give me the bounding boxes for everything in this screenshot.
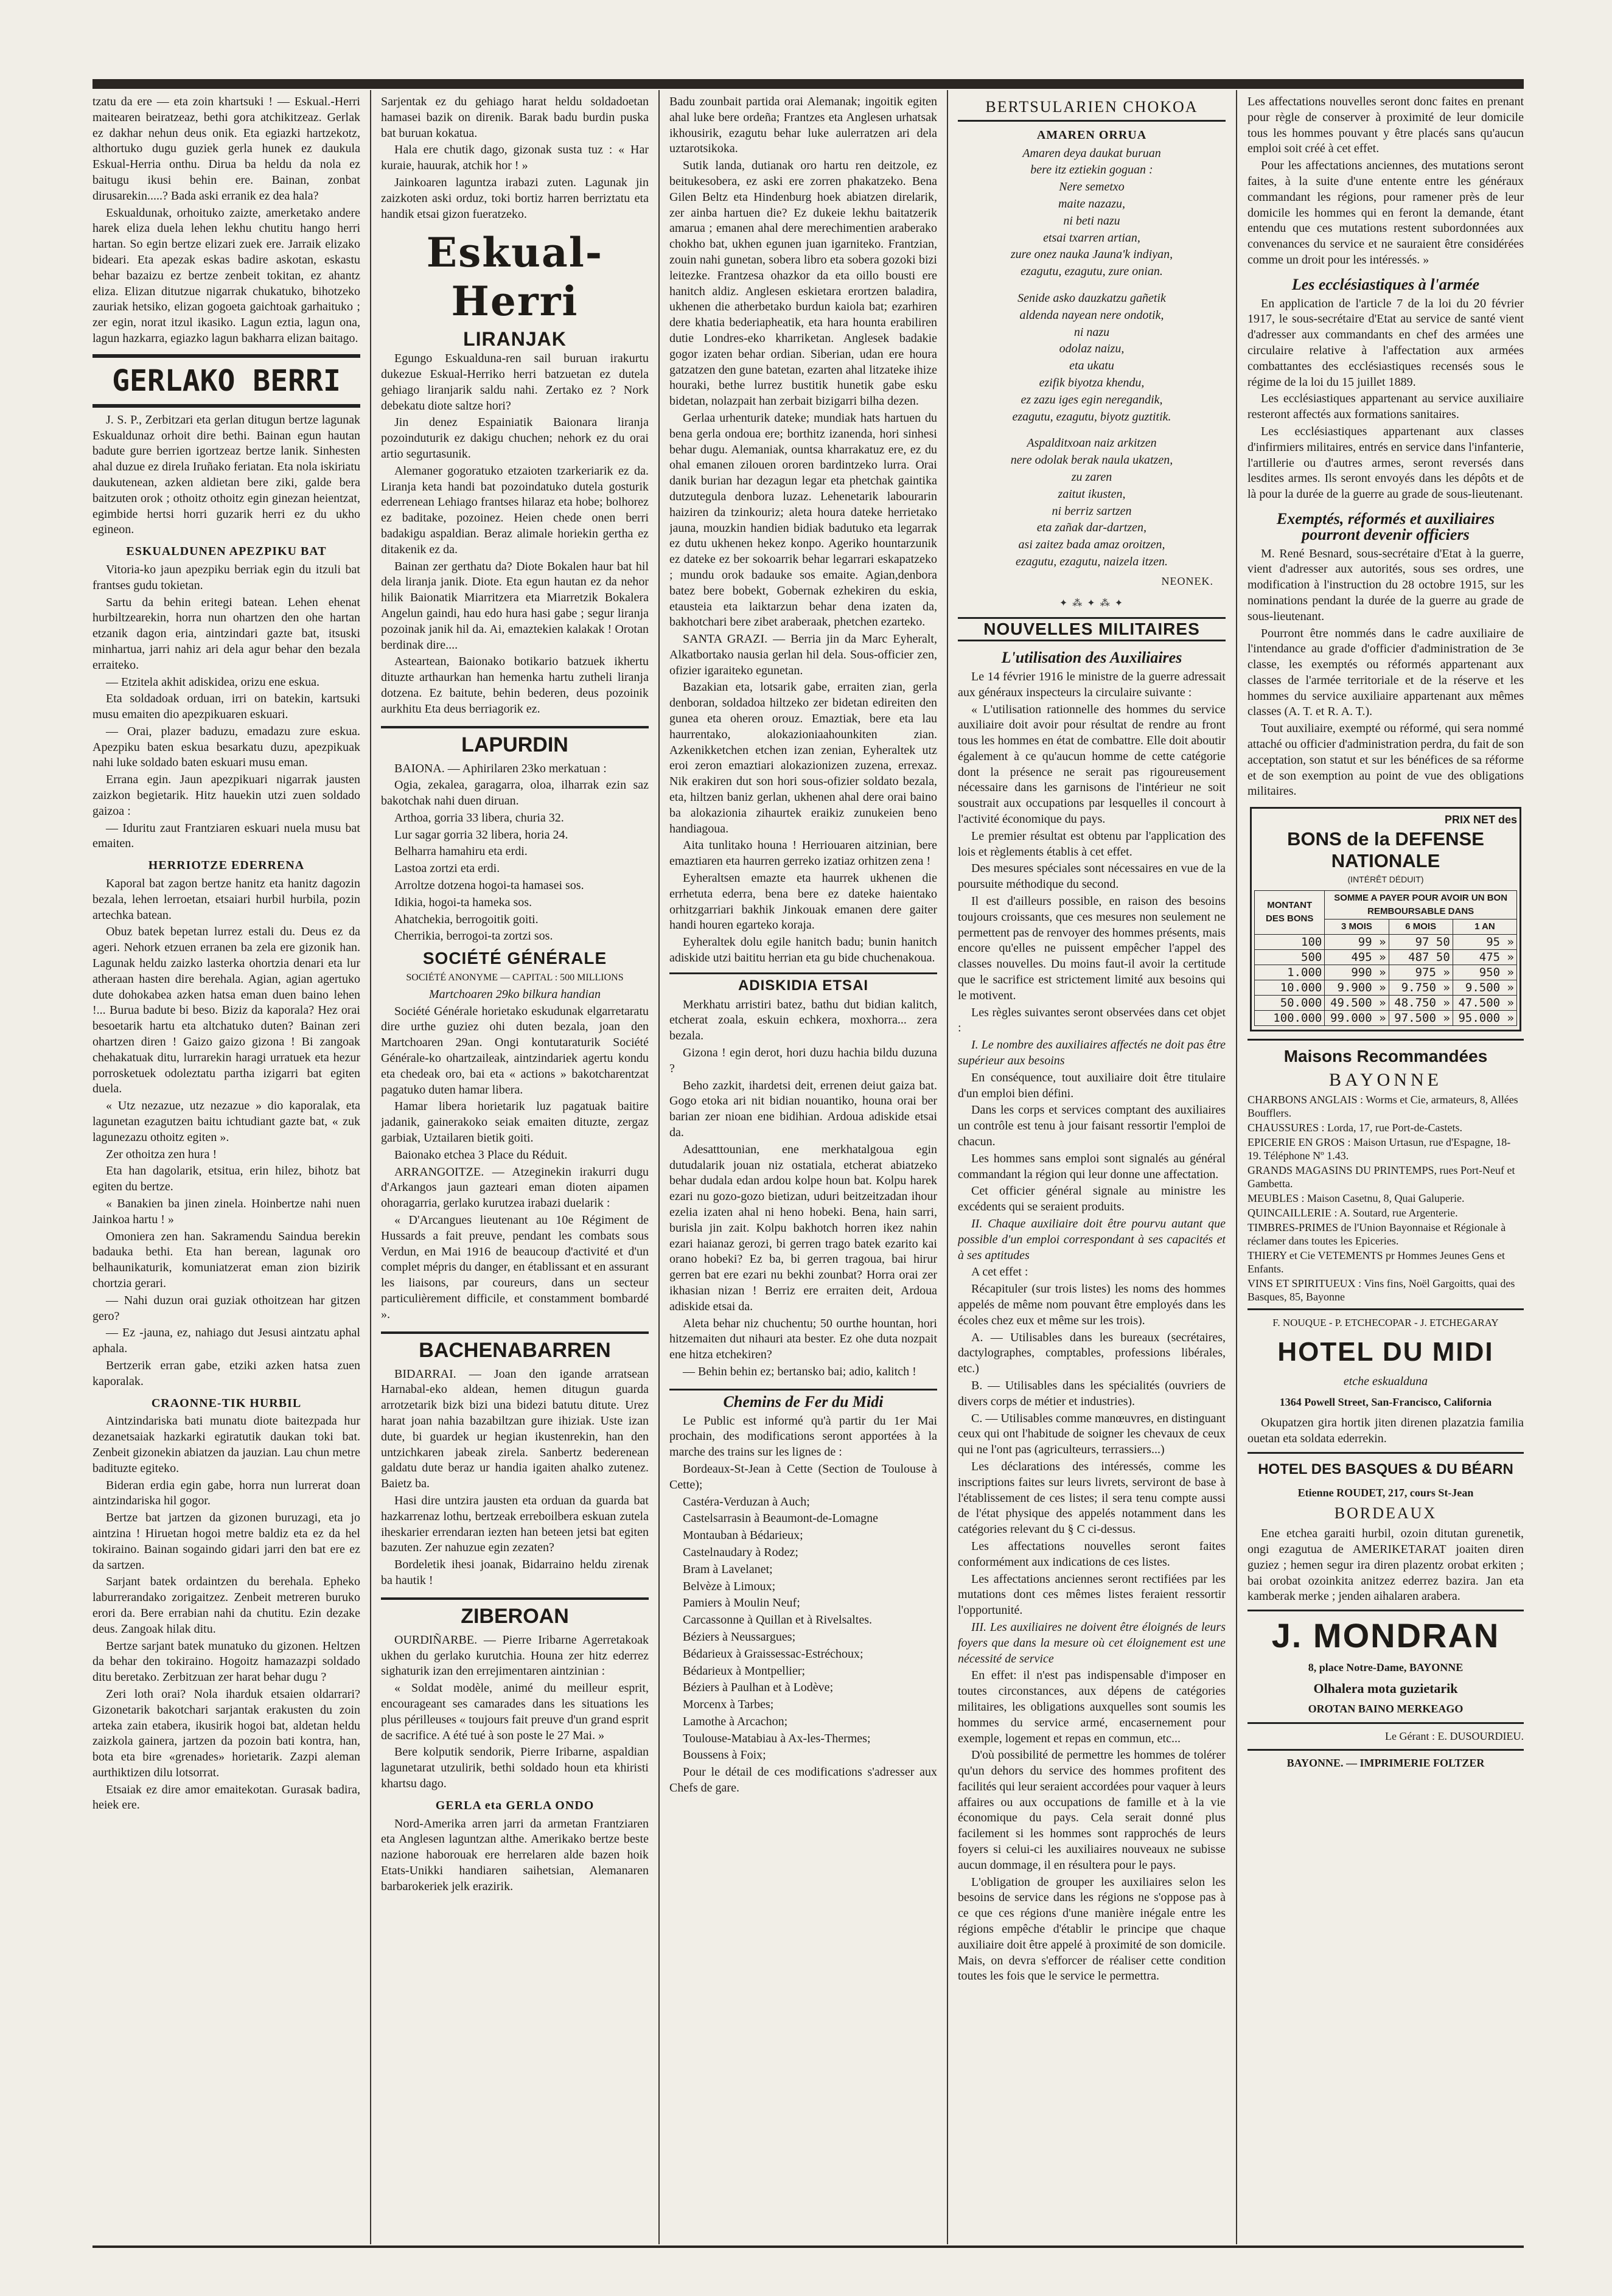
poem-line: aldenda nayean nere ondotik,	[1019, 308, 1164, 322]
paragraph: II. Chaque auxiliaire doit être pourvu autant que possible d'un emploi correspondant à ses capacités et à ses aptitudes	[958, 1217, 1226, 1262]
paragraph: Récapituler (sur trois listes) les noms des hommes appelés de même nom pouvant être employés dans les écoles chez eux et même sur les trois).	[958, 1282, 1226, 1327]
market-line: Cherrikia, berrogoi-ta zortzi sos.	[394, 929, 553, 943]
paragraph: SANTA GRAZI. — Berria jin da Marc Eyheralt, Alkatbortako nausia gerlan hil dela. Sous-officier zen, ofizier igaraiteko egunetan.	[669, 632, 937, 677]
table-row	[1255, 1010, 1517, 1025]
paragraph: — Behin behin ez; bertansko bai; adio, kalitch !	[683, 1364, 916, 1378]
subheading: Martchoaren 29ko bilkura handian	[428, 987, 601, 1001]
paragraph: tzatu da ere — eta zoin khartsuki ! — Eskual.-Herri maitearen beiratzeaz, bethi gora atchikitzeaz. Gerlak ez dakhar nehun deus onik. Eta egiazki hartzekotz, althortuko dugu guziek gerla hunek ez daukula Eskual-Herria onthu. Dirua ba heldu da nola ez baitugu ikusi behin ere. Bainan, zonbat dirusarekin.....? Bada aski erranik ez dea hala?	[92, 95, 360, 203]
railway-line: Bédarieux à Graissessac-Estréchoux;	[683, 1647, 864, 1661]
column-1	[92, 94, 360, 2239]
market-line: Ahatchekia, berrogoitik goiti.	[394, 912, 539, 926]
poem-line: ezagutu, ezagutu, zure onian.	[1021, 265, 1163, 279]
poem-line: Amaren deya daukat buruan	[1022, 146, 1161, 160]
railway-line: Castéra-Verduzan à Auch;	[683, 1495, 810, 1509]
imprimerie: BAYONNE. — IMPRIMERIE FOLTZER	[1286, 1757, 1485, 1770]
paragraph: Bainan zer gerthatu da? Diote Bokalen haur bat hil dela liranja janik. Diote. Eta egun hautan ez da nehor hilik Baionatik Miarritzera eta Miarretzik Bokalera Angelun gaindi, hau edo hura hasi gabe ; segur liranja pozoinak janik hil da. Ai, emaztekien kalakak ! Orotan berdinak dire....	[381, 559, 649, 652]
railway-line: Béziers à Neussargues;	[683, 1630, 796, 1644]
paragraph: Nord-Amerika arren jarri da armetan Frantziaren eta Anglesen laguntzan althe. Amerikako bertze beste nazione haborouak ere herrelaren alde bazen hoik Etats-Unikki handiaren saihetsian, Alemanaren barbarokeriek jelk erazirik.	[381, 1816, 649, 1893]
poem-title: AMAREN ORRUA	[1036, 128, 1147, 142]
advert-line: QUINCAILLERIE : A. Soutard, rue Argenterie.	[1247, 1206, 1458, 1219]
poem-line: Aspalditxoan naiz arkitzen	[1027, 436, 1157, 450]
paragraph: Pour le détail de ces modifications s'adresser aux Chefs de gare.	[669, 1765, 937, 1795]
table-row	[1255, 980, 1517, 995]
poem-line: nere odolak berak naula ukatzen,	[1010, 453, 1173, 467]
paragraph: Alemaner gogoratuko etzaioten tzarkeriarik ez da. Liranja keta handi bat pozoindatuko dutela gosturik ederrenean Lehiago frantses hilaraz eta hobe; bolhorez ez baditake, pozoinez. Heien chede onen berri badakigu aspaldian. Beraz alimale horiekin gertha ez ditakenik ez da.	[381, 464, 649, 556]
cell: 99.000 »	[1325, 1010, 1389, 1025]
subheading: SOCIÉTÉ ANONYME — CAPITAL : 500 MILLIONS	[406, 972, 624, 983]
paragraph: Bertze sarjant batek munatuko du gizonen. Heltzen da behar den tokiraino. Hogoitz hamazazpi soldado ditu beretako. Zerbitzuan zer harat behar dugu ?	[92, 1639, 360, 1684]
poem-signature: NEONEK.	[1161, 574, 1213, 587]
paragraph: Les affectations nouvelles seront faites conformément aux indications de ces listes.	[958, 1539, 1226, 1569]
paragraph: III. Les auxiliaires ne doivent être éloignés de leurs foyers que dans la mesure où cet éloignement est une nécessité de service	[958, 1620, 1226, 1666]
bonds-table	[1254, 890, 1517, 1026]
divider	[1247, 1749, 1524, 1751]
gerant: Le Gérant : E. DUSOURDIEU.	[1385, 1729, 1524, 1742]
paragraph: Bertze bat jartzen da gizonen buruzagi, eta jo aintzina ! Hiruetan hogoi metre baldiz eta ez da hel tokiraino. Bainan sogaindo gidari jarri den bat ere ez da sartzen.	[92, 1511, 360, 1572]
hotel-owners: F. NOUQUE - P. ETCHECOPAR - J. ETCHEGARAY	[1272, 1316, 1499, 1328]
cell: 99 »	[1325, 934, 1389, 949]
paragraph: — Ez -jauna, ez, nahiago dut Jesusi aintzatu aphal aphala.	[92, 1326, 360, 1356]
section-heading: Chemins de Fer du Midi	[669, 1389, 937, 1410]
railway-line: Morcenx à Tarbes;	[683, 1698, 774, 1712]
paragraph: « Utz nezazue, utz nezazue » dio kaporalak, eta lagunetan ezagutzen baitu ichtudiant gazte bat, « zuk lagunezazu othoitz egiten ».	[92, 1099, 360, 1144]
paragraph: Egungo Eskualduna-ren sail buruan irakurtu dukezue Eskual-Herriko herri batzuetan ez dutela gehiago liranjarik saldu nahi. Zertako ez ? Nork debekatu diote saltze hori?	[381, 352, 649, 413]
paragraph: Les hommes sans emploi sont signalés au général commandant la région qui leur donne une affectation.	[958, 1151, 1226, 1181]
table-row	[1255, 965, 1517, 980]
column-4	[958, 94, 1226, 2239]
column-5	[1247, 94, 1524, 2239]
poem-line: ezifik biyotza khendu,	[1039, 375, 1145, 389]
col-header-6m: 6 MOIS	[1389, 919, 1453, 934]
railway-line: Pamiers à Moulin Neuf;	[683, 1596, 800, 1610]
paragraph: B. — Utilisables dans les spécialités (ouvriers de divers corps de métier et industries).	[958, 1378, 1226, 1408]
poem-line: bere itz eztiekin goguan :	[1030, 163, 1153, 177]
section-heading: SOCIÉTÉ GÉNÉRALE	[422, 949, 607, 968]
paragraph: Hasi dire untzira jausten eta orduan da guarda bat hazkarrenaz lothu, bertzeak erreboilbera eskuan zutela iheskarier errendaran iezten han beteen jetsi bat egiten bazuten. Zer nahuzue egin zezaten?	[381, 1493, 649, 1555]
cell: 48.750 »	[1389, 995, 1453, 1010]
col-header-montant: MONTANT DES BONS	[1255, 890, 1325, 934]
divider	[1247, 1308, 1524, 1310]
cell: 97.500 »	[1389, 1010, 1453, 1025]
table-row	[1255, 995, 1517, 1010]
railway-line: Lamothe à Arcachon;	[683, 1714, 788, 1728]
column-2	[381, 94, 649, 2239]
hotel-subtitle: etche eskualduna	[1343, 1375, 1428, 1389]
paragraph: — Orai, plazer baduzu, emadazu zure eskua. Apezpiku baten eskua besarkatu duzu, apezpikuak nahi luke soldado baten eskuari musu eman.	[92, 724, 360, 770]
paragraph: Pourront être nommés dans le cadre auxiliaire de l'intendance au grade d'officier d'administration de 3e classe, les exemptés ou réformés appartenant aux classes de l'armée territoriale et de la réserve et les hommes du service auxiliaire appartenant aux mêmes classes (A. T. et R. A. T.).	[1247, 626, 1524, 719]
cell: 97 50	[1389, 934, 1453, 949]
hotel-basques-address: Etienne ROUDET, 217, cours St-Jean	[1297, 1486, 1474, 1499]
poem-line: ni berriz sartzen	[1052, 504, 1132, 518]
paragraph: « D'Arcangues lieutenant au 10e Régiment de Hussards a fait preuve, pendant les combats sous Verdun, en Mai 1916 de beaucoup d'activité et d'un complet mépris du danger, en établissant et en assurant les liaisons, par coureurs, dans un secteur particulièrement difficile, et constamment bombardé ».	[381, 1213, 649, 1321]
poem-line: ni nazu	[1073, 325, 1110, 339]
railway-line: Castelsarrasin à Beaumont-de-Lomagne	[683, 1512, 878, 1526]
hotel-basques-name: HOTEL DES BASQUES & DU BÉARN	[1258, 1460, 1513, 1478]
divider	[1247, 1722, 1524, 1724]
cell: 100.000	[1255, 1010, 1325, 1025]
column-rule	[658, 90, 660, 2244]
paragraph: L'obligation de grouper les auxiliaires selon les besoins de service dans les régions ne s'oppose pas à ce que ces régions d'une manière inégale entre les régions empêche d'établir le principe que chaque auxiliaire doit être appelé à proximité de son domicile. Mais, on devra s'efforcer de réaliser cette condition toutes les fois que le service le permettra.	[958, 1875, 1226, 1983]
paragraph: A cet effet :	[971, 1265, 1028, 1279]
section-heading: LAPURDIN	[381, 726, 649, 758]
divider	[958, 120, 1226, 122]
article-heading: CRAONNE-TIK HURBIL	[151, 1396, 302, 1410]
paragraph: Les affectations anciennes seront rectifiées par les mutations dont ces mêmes listes feraient ressortir l'opportunité.	[958, 1572, 1226, 1617]
column-rule	[370, 90, 371, 2244]
paragraph: Eta han dagolarik, etsitua, erin hilez, bihotz bat egiten du bertze.	[92, 1164, 360, 1194]
section-heading: ZIBEROAN	[381, 1597, 649, 1629]
cell: 95.000 »	[1453, 1010, 1516, 1025]
paragraph: Obuz batek bepetan lurrez estali du. Deus ez da ageri. Nehork etzuen erranen ba zela ere gizonik han. Lagunak heldu zaizko lasterka ohortzia denari eta lur atheraan hasten dire berehala. Agian, agian agertuko dute dohokabea azken hatsa eman duen baino lehen !... Burua badute bi beso. Biziz da kaporala? Hez orai besoetarik hartu eta altchatuko duten? Bainan zeri ohartzen diren ! Gaizo gaizo gizona ! Bi zangoak chehakatuak ditu, lurrarekin haragi urratuek eta hezur porrosketuek odoleztatu partha izigarri bat egiten duela.	[92, 925, 360, 1096]
paragraph: Des mesures spéciales sont nécessaires en vue de la poursuite méthodique du second.	[958, 862, 1226, 892]
paragraph: Baionako etchea 3 Place du Réduit.	[394, 1148, 568, 1162]
paragraph: Badu zounbait partida orai Alemanak; ingoitik egiten ahal luke bere ordeña; Frantzes eta Anglesen urhatsak ikhousirik, ezagutu behar luke aulerratzen ari dela uztarotsikoka.	[669, 95, 937, 156]
poem-line: ni beti nazu	[1063, 214, 1120, 228]
paragraph: Ene etchea garaiti hurbil, ozoin ditutan gurenetik, ongi ezagutua de AMERIKETARAT joaiten diren guziez ; hemen segur ira diren plazentz orobat erkiten ; bai orobat ozoinkita anitzez ederrez bazira. Jan eta kamberak merke ; jenden aihalaren arabera.	[1247, 1527, 1524, 1603]
table-row	[1255, 934, 1517, 949]
advert-line: CHAUSSURES : Lorda, 17, rue Port-de-Castets.	[1247, 1121, 1462, 1134]
poem-line: odolaz naizu,	[1059, 342, 1125, 356]
paragraph: Dans les corps et services comptant des auxiliaires un contrôle est tenu à jour faisant ressortir l'emploi de chacun.	[958, 1103, 1226, 1149]
paragraph: Adesatttounian, ene merkhatalgoua egin dutudalarik jouan niz ostatiala, etcherat abiatzeko behar dudala edan ardou kolpe houn bat. Kolpu harek ezari nu gozo-gozo bietizan, uduri beitzeitzadan ihour ezelia izaten ahal ni heno hobeki. Bena, hain sarri, burisla jin zait. Kolpu bakhotch horren ikez nahin ezari haianaz gerozi, bi gerren trago batek ezarito kai orano hobeki? Ez ba, bi gerren tragoua, bai hirur gerren bat ere ezari nu bekhi zounbat? Horra orai zer ikhasian nizan ! Berriz ere erraiten deit, Ardoua adiskide etsai da.	[669, 1142, 937, 1313]
article-heading: Les ecclésiastiques à l'armée	[1291, 275, 1480, 293]
paragraph: Les ecclésiastiques appartenant aux classes d'infirmiers militaires, entrés en service dans l'infanterie, l'artillerie ou d'autres armes, seront reversés dans lesdites armes. Ils seront envoyés dans les dépôts et de là pour la durée de la guerre au grade de sous-lieutenant.	[1247, 424, 1524, 501]
advert-line: EPICERIE EN GROS : Maison Urtasun, rue d'Espagne, 18-19. Téléphone Nº 1.43.	[1247, 1136, 1511, 1162]
cell: 990 »	[1325, 965, 1389, 980]
column-rule	[1236, 90, 1237, 2244]
article-heading: Exemptés, réformés et auxiliaires pourront devenir officiers	[1276, 509, 1495, 543]
market-line: Belharra hamahiru eta erdi.	[394, 845, 528, 859]
paragraph: J. S. P., Zerbitzari eta gerlan ditugun bertze lagunak Eskualdunaz orhoit dire bethi. Bainan egun hautan badute gure berrien igortzeaz bertze lanik. Sinhesten ahal duzue ez direla Iruñako feriatan. Eta nola iskiriatu daukutenean, azken aldietan bere ziki, galde bera baitzuten orok ; othoitz othoitz egin ginezan heientzat, egimbide hertsi horri guzarik herri ez du ukho egineon.	[92, 413, 360, 537]
mondran-line: Olhalera mota guzietarik	[1313, 1681, 1458, 1697]
cell: 487 50	[1389, 949, 1453, 965]
cell: 9.900 »	[1325, 980, 1389, 995]
railway-line: Castelnaudary à Rodez;	[683, 1545, 798, 1559]
cell: 95 »	[1453, 934, 1516, 949]
bonds-advert	[1250, 807, 1521, 1031]
advert-line: CHARBONS ANGLAIS : Worms et Cie, armateurs, 8, Allées Boufflers.	[1247, 1093, 1518, 1119]
divider	[1247, 1452, 1524, 1454]
poem-line: zure onez nauka Jauna'k indiyan,	[1010, 248, 1173, 262]
paragraph: « Banakien ba jinen zinela. Hoinbertze nahi nuen Jainkoa hartu ! »	[92, 1197, 360, 1226]
cell: 49.500 »	[1325, 995, 1389, 1010]
paragraph: « Soldat modèle, animé du meilleur esprit, encourageant ses camarades dans les situations les plus périlleuses « toujours fait preuve d'un grand esprit de sacrifice. A été tué à son poste le 27 Mai. »	[381, 1681, 649, 1742]
railway-line: Carcassonne à Quillan et à Rivelsaltes.	[683, 1613, 873, 1627]
paragraph: D'où possibilité de permettre les hommes de tolérer qu'un dehors du service des hommes profitent des facilités qui leur seraient accordées pour vaquer à leurs affaires ou aux occupations de famille et à la vie économique du pays. Cela serait donné plus facilement si les hommes sont rapprochés de leurs foyers si celui-ci les auxiliaires nouveaux ne subisse aucun dommage, il en résultera pour le pays.	[958, 1748, 1226, 1872]
section-heading: BACHENABARREN	[381, 1331, 649, 1363]
paragraph: Eskualdunak, orhoituko zaizte, amerketako andere harek eliza duela lehen lekhu chutitu hango herri hartan. So egin bertze elizari zuek ere. Jarraik elizako bideari. Eta apezak eskas badire askotan, eskastu behar bazaizu ez bertze zenbeit tokitan, ez ahantz eliza. Elizan ditutzue nigarrak chukatuko, bihotzeko zauriak hetsiko, elizan gogoeta gaichtoak garhaituko ; zer egin, norat itzul ikasiko. Lagun eztia, lagun ona, lagun hazkarra, egiazko lagun bakharra elizan baitago.	[92, 206, 360, 345]
paragraph: Jin denez Espainiatik Baionara liranja pozoinduturik ez dakigu chuchen; nehork ez du orai artio segurtasunik.	[381, 416, 649, 461]
bonds-subtitle: (INTÉRÊT DÉDUIT)	[1347, 874, 1424, 885]
paragraph: Sarjant batek ordaintzen du berehala. Epheko laburrerandako zorigaitzez. Zenbeit metreren buruko erori da. Bere errabian nahi da chutitu. Ezin dezake deus. Zangoak hilak ditu.	[92, 1575, 360, 1636]
paragraph: Les déclarations des intéressés, comme les inscriptions faites sur leurs livrets, serviront de base à l'établissement de ces listes; il sera tenu compte aussi de l'état physique des appelés notamment dans les catégories relevant du § C ci-dessus.	[958, 1459, 1226, 1537]
paragraph: Vitoria-ko jaun apezpiku berriak egin du itzuli bat frantses gudu tokietan.	[92, 562, 360, 592]
paragraph: Aita tunlitako houna ! Herriouaren aitzinian, bere emaztiaren eta haurren gerreko izatiaz orhitzen zena !	[669, 839, 937, 868]
railway-line: Bram à Lavelanet;	[683, 1562, 773, 1576]
cell: 1.000	[1255, 965, 1325, 980]
column-rule	[947, 90, 948, 2244]
paragraph: M. René Besnard, sous-secrétaire d'Etat à la guerre, vient d'adresser aux autorités, sous ses ordres, une modification à l'instruction du 28 octobre 1915, sur les nominations pendant la durée de la guerre au grade de sous-lieutenant.	[1247, 546, 1524, 623]
paragraph: Zer othoitza zen hura !	[106, 1147, 217, 1161]
railway-line: Béziers à Paulhan et à Lodève;	[683, 1681, 834, 1695]
paragraph: Sarjentak ez du gehiago harat heldu soldadoetan hamasei bazik on direnik. Barak badu burdin puska bat buruan kokatua.	[381, 95, 649, 140]
paragraph: Gerlaa urhenturik dateke; mundiak hats hartuen du bena gerla ondoua ere; borthitz izanenda, hori sinhesi behar dugu. Alemaniak, ountsa kharrakatuz ere, ez du ohal emanen zilouen ororen bardintzeko lurra. Orai danik burian har dezagun legar eta phetchak gaintika dutzutegula denbora luzaz. Lehenetarik labourarin haiziren da tzinkouriz; aleta houra dateke herrietako jauna, mouzkin handien bidiak badutuko eta legarrak ez dutu ukhenen hekez konpo. Ageriko hountarzunik ez dateke ez ber sokoarrik behar legarrari eskapatzeko ; mundu orok badauke sos emaite. Agian,denbora batez bere bobekt, Gobernak ezhekiren du eskia, etausteia eta laiktarzun behar dena izaten da, bakhotchari bere zibet araberaak, phetchen ezarteko.	[669, 411, 937, 629]
paragraph: Cet officier général signale au ministre les excédents qui se seraient produits.	[958, 1184, 1226, 1214]
poem-line: ezagutu, ezagutu, biyotz guztitik.	[1012, 410, 1171, 424]
paragraph: BIDARRAI. — Joan den igande arratsean Harnabal-eko aldean, hemen ditugun guarda arrotzetarik bizk bizi una bidezi batutu ditute. Urez harat joan nahia bazabiltzan gure ihiziak. Uste izan dute, bi guardek ur hegian ikustenrekin, han den untzichkaren jabeak zirela. Sanbertz bederenean galdatu dute beraz ur handia igaiten ahalko zutenez. Baietz ba.	[381, 1367, 649, 1491]
cell: 495 »	[1325, 949, 1389, 965]
market-line: Lur sagar gorria 32 libera, horia 24.	[394, 828, 568, 842]
paragraph: Etsaiak ez dire amor emaitekotan. Gurasak badira, heiek ere.	[92, 1782, 360, 1812]
mondran-line: OROTAN BAINO MERKEAGO	[1308, 1702, 1464, 1715]
paragraph: A. — Utilisables dans les bureaux (secrétaires, dactylographes, comptables, professions libérales, etc.)	[958, 1330, 1226, 1376]
bonds-prix: PRIX NET des	[1444, 814, 1517, 826]
paragraph: En effet: il n'est pas indispensable d'imposer en toutes circonstances, aux dépens de catégories militaires, les obligations auxquelles sont soumis les hommes du service armé, encasernement pour exemple, logement et repas en commun, etc...	[958, 1669, 1226, 1745]
divider	[1247, 1610, 1524, 1611]
poem-line: maite nazazu,	[1058, 197, 1125, 211]
divider	[1247, 1039, 1524, 1041]
market-line: Idikia, hogoi-ta hameka sos.	[394, 895, 532, 909]
section-heading: GERLAKO BERRI	[92, 354, 360, 408]
hotel-name: HOTEL DU MIDI	[1277, 1337, 1494, 1367]
cell: 100	[1255, 934, 1325, 949]
advert-line: GRANDS MAGASINS DU PRINTEMPS, rues Port-Neuf et Gambetta.	[1247, 1164, 1515, 1190]
paragraph: — Etzitela akhit adiskidea, orizu ene eskua.	[106, 675, 319, 689]
paragraph: Bazakian eta, lotsarik gabe, erraiten zian, gerla denboran, soldadoa hiltzeko zer bidetan edireiten den gunea eta oheren orouz. Emaztiak, bere eta lau haurrentako, alokazioniaahounkiten zian. Azkenikketchen etchen izan zenian, Eyheraltek utz eroi zeron emaztiari alokazionizen zuzena, errexaz. Nik erakiren dut son hori sous-ofizier soldato bezala, eta, hiltzen baniz gerlan, ukhenen ahal dere orai baino ba alokazionia zihaurtek eraikiz zunukeien beno handiagoua.	[669, 680, 937, 836]
paragraph: Tout auxiliaire, exempté ou réformé, qui sera nommé attaché ou officier d'administration perdra, du fait de son acceptation, son statut et sur les bénéfices de sa réforme et de son exemption au point de vue des obligations militaires.	[1247, 722, 1524, 798]
section-heading: NOUVELLES MILITAIRES	[958, 617, 1226, 641]
section-heading: ADISKIDIA ETSAI	[669, 972, 937, 994]
col-header-somme: SOMME A PAYER POUR AVOIR UN BON REMBOURSABLE DANS	[1325, 890, 1517, 919]
paragraph: Hamar libera horietarik luz pagatuak baitire jadanik, gainerakoko seiak emaiten dituzte, zergaz garbiak, Uztailaren bietik goiti.	[381, 1100, 649, 1145]
paragraph: Pour les affectations anciennes, des mutations seront faites, à la suite d'une entente entre les généraux commandant les régions, pour ramener près de leur domicile les hommes qui en feront la demande, étant entendu que ces mutations restent subordonnées aux convenances du service et ne sauraient être considérées comme un droit pour les intéressés. »	[1247, 159, 1524, 267]
top-rule	[92, 79, 1524, 89]
paragraph: Hala ere chutik dago, gizonak susta tuz : « Har kuraie, hauurak, atchik hor ! »	[381, 143, 649, 173]
paragraph: Il est d'ailleurs possible, en raison des besoins toujours croissants, que ces mesures non seulement ne permettent pas de renvoyer des hommes présents, mais encore qu'elles ne puissent empêcher l'appel des classes nouvelles. Du moins faut-il avoir la certitude que le sacrifice est strictement limité aux besoins qui le motivent.	[958, 895, 1226, 1002]
masthead-title: Eskual-Herri	[426, 229, 604, 326]
poem-line: zaitut ikusten,	[1058, 487, 1126, 501]
paragraph: Bere kolputik sendorik, Pierre Iribarne, aspaldian lagunetarat utzulirik, bethi soldado houn eta khiristi khartsu dago.	[381, 1745, 649, 1790]
paragraph: Okupatzen gira hortik jiten direnen plazatzia familia ouetan eta soldata ederrekin.	[1247, 1416, 1524, 1445]
market-line: Lastoa zortzi eta erdi.	[394, 862, 500, 876]
poem-line: Senide asko dauzkatzu gañetik	[1017, 291, 1166, 305]
railway-line: Bédarieux à Montpellier;	[683, 1664, 806, 1678]
market-line: Ogia, zekalea, garagarra, oloa, ilharrak ezin saz bakotchak nahi duen diruan.	[381, 778, 649, 808]
poem-stanza-1	[958, 146, 1226, 280]
poem-line: ez zazu iges egin neregandik,	[1021, 393, 1163, 407]
article-heading: ESKUALDUNEN APEZPIKU BAT	[126, 545, 327, 559]
railway-line: Bordeaux-St-Jean à Cette (Section de Toulouse à Cette);	[669, 1462, 937, 1492]
railway-line: Toulouse-Matabiau à Ax-les-Thermes;	[683, 1731, 871, 1745]
cell: 475 »	[1453, 949, 1516, 965]
poem-line: zu zaren	[1071, 470, 1112, 484]
paragraph: Les règles suivantes seront observées dans cet objet :	[958, 1005, 1226, 1035]
paragraph: ARRANGOITZE. — Atzeginekin irakurri dugu d'Arkangos jaun gazteari eman dioten aipamen ohoragarria, gerlako kurutzea irabazi duelarik :	[381, 1165, 649, 1210]
poem-line: Nere semetxo	[1059, 180, 1125, 194]
paragraph: I. Le nombre des auxiliaires affectés ne doit pas être supérieur aux besoins	[958, 1038, 1226, 1068]
railway-line: Belvèze à Limoux;	[683, 1579, 776, 1593]
paragraph: Aintzindariska bati munatu diote baitezpada hur dezanetsaiak hazkarki egiratutik daukan toki bat. Zenbeit gizonekin abiatzen da jauzian. Lau chun metre badituzte egiteko.	[92, 1414, 360, 1475]
paragraph: OURDIÑARBE. — Pierre Iribarne Agerretakoak ukhen du gerlako kurutchia. Houna zer hitz ederrez sighaturik izan den errejimentaren aintzinian :	[381, 1633, 649, 1678]
paragraph: Les ecclésiastiques appartenant au service auxiliaire resteront affectés aux formations sanitaires.	[1247, 392, 1524, 422]
paragraph: Eyheraltek dolu egile hanitch badu; bunin hanitch adiskide utzi baititu herrian eta gu bide chuchenakoua.	[669, 935, 937, 965]
paragraph: Le 14 février 1916 le ministre de la guerre adressait aux généraux inspecteurs la circulaire suivante :	[958, 669, 1226, 699]
poem-line: eta zañak dar-dartzen,	[1036, 521, 1147, 535]
poem-line: asi zaitez bada amaz oroitzen,	[1018, 538, 1165, 552]
paragraph: Jainkoaren laguntza irabazi zuten. Lagunak jin zaizkoten aski orduz, toki bortiz harren berriztatu eta handik etsai gizon fueratzeko.	[381, 175, 649, 221]
bottom-rule	[92, 2245, 1524, 2248]
maisons-heading: Maisons Recommandées	[1283, 1046, 1488, 1066]
poem-line: eta ukatu	[1069, 359, 1114, 373]
col-header-1a: 1 AN	[1453, 919, 1516, 934]
paragraph: Omoniera zen han. Sakramendu Saindua berekin badauka bethi. Eta han berean, lagunak oro belhaunikaturik, komuniatzerat eman zion bizirik chortzia gerari.	[92, 1229, 360, 1290]
advert-line: THIERY et Cie VETEMENTS pr Hommes Jeunes Gens et Enfants.	[1247, 1249, 1505, 1275]
paragraph: Eyheraltsen emazte eta haurrek ukhenen die errhetuta ederra, bena bere ez dateke haientako orhitzgarriari bakhik Jinkouak emanen dere gaiter handi houren egarteko koraja.	[669, 871, 937, 932]
paragraph: Le Public est informé qu'à partir du 1er Mai prochain, des modifications seront apportées à la marche des trains sur les lignes de :	[669, 1414, 937, 1459]
market-line: Arthoa, gorria 33 libera, churia 32.	[394, 811, 564, 825]
section-heading: BERTSULARIEN CHOKOA	[985, 98, 1198, 116]
paragraph: — Iduritu zaut Frantziaren eskuari nuela musu bat emaiten.	[92, 821, 360, 851]
paragraph: Sutik landa, dutianak oro hartu ren deitzole, ez beitukesobera, ez aski ere zorren phakatzeko. Bena Gilen Beltz eta Hindenburg hoek abiatzen direlarik, zer ainba hartuen die? Ez dukeie lekhu baitatzerik amarua ; emanen ahal dere merechimentien araberako chokho bat, ukhen egunen juan igarniteko. Frantzian, zouin nahi gunetan, sobera libro eta sobera gozoki bizi leitezke. Frantzesa ohazkor da eta oillo bousti ere hanitch aldiz. Anglesen eskietara erortzen baladira, ukhenen die atherbetako burdun kaiola bat; ezarhiren dere khatia bederiapheatik, eta hara hounta erabiliren dutie Londres-eko kharriketan. Anglesek badakie gogor izaten behar ordian. Siberian, udan ere houra gatzatzen den gune batetan, ezarten ahal litzateke ihize houraki, bethe lurrez bustitik hunetik gabe esku bidetan, nolazpait han zerbait bizigarri bilha dezen.	[669, 159, 937, 408]
poem-line: ezagutu, ezagutu, naizela itzen.	[1016, 554, 1168, 568]
railway-line: Boussens à Foix;	[683, 1748, 766, 1762]
mondran-address: 8, place Notre-Dame, BAYONNE	[1308, 1661, 1464, 1674]
hotel-basques-city: BORDEAUX	[1334, 1504, 1437, 1523]
paragraph: BAIONA. — Aphirilaren 23ko merkatuan :	[394, 761, 607, 775]
paragraph: C. — Utilisables comme manœuvres, en distinguant ceux qui ont l'habitude de soigner les chevaux de ceux qui ne l'ont pas (agriculteurs, terrassiers...)	[958, 1411, 1226, 1457]
advert-line: VINS ET SPIRITUEUX : Vins fins, Noël Gargoitts, quai des Basques, 85, Bayonne	[1247, 1277, 1515, 1303]
paragraph: Bideran erdia egin gabe, horra nun lurrerat doan aintzindariska hil gogor.	[92, 1478, 360, 1508]
paragraph: Bertzerik erran gabe, etziki azken hatsa zuen kaporalak.	[92, 1358, 360, 1388]
paragraph: Kaporal bat zagon bertze hanitz eta hanitz dagozin bezala, lehen lerroetan, etsaiari hurbil hurbila, pozin artechka batean.	[92, 877, 360, 922]
article-heading: HERRIOTZE EDERRENA	[148, 859, 305, 873]
cell: 950 »	[1453, 965, 1516, 980]
poem-line: etsai txarren artian,	[1043, 231, 1140, 245]
hotel-address: 1364 Powell Street, San-Francisco, California	[1279, 1396, 1492, 1409]
bayonne-heading: BAYONNE	[1329, 1069, 1442, 1090]
paragraph: Merkhatu arristiri batez, bathu dut bidian kalitch, etcherat zoala, eskuin echkera, moxhorra... zera bezala.	[669, 997, 937, 1043]
paragraph: Gizona ! egin derot, hori duzu hachia bildu duzuna ?	[669, 1046, 937, 1075]
cell: 50.000	[1255, 995, 1325, 1010]
paragraph: Beho zazkit, ihardetsi deit, errenen deiut gaiza bat. Gogo etoka ari nit bidian nouantiko, houna orai ber barian zer nioan ene bidihian. Ardoua adiskide etsai da.	[669, 1078, 937, 1139]
paragraph: Les affectations nouvelles seront donc faites en prenant pour règle de conserver à proximité de leur domicile tous les hommes pouvant y être placés sans qu'aucun emploi soit créé à cet effet.	[1247, 95, 1524, 156]
poem-stanza-2	[958, 291, 1226, 425]
article-heading: L'utilisation des Auxiliaires	[1001, 649, 1182, 667]
table-row	[1255, 949, 1517, 965]
section-heading: LIRANJAK	[463, 328, 567, 351]
paragraph: « L'utilisation rationnelle des hommes du service auxiliaire doit avoir pour résultat de rendre au front tous les hommes en état de combattre. Elle doit aboutir également à ce qu'aucun homme de cette catégorie dont la présence ne serait pas rigoureusement nécessaire dans les garnisons de l'intérieur ne soit soustrait aux occupations par lesquelles il concourt à l'activité économique du pays.	[958, 702, 1226, 826]
paragraph: — Nahi duzun orai guziak othoitzean har gitzen gero?	[92, 1293, 360, 1323]
advert-line: MEUBLES : Maison Casetnu, 8, Quai Galuperie.	[1247, 1192, 1465, 1204]
poem-stanza-3	[958, 436, 1226, 570]
cell: 975 »	[1389, 965, 1453, 980]
col-header-3m: 3 MOIS	[1325, 919, 1389, 934]
paragraph: Zeri loth orai? Nola iharduk etsaien oldarrari? Gizonetarik bakotchari sarjantak erakusten du zoin arteka zain etabera, ikusirik hogoi bat, aldetan heldu zaizkola gainera, jartzen da pozoin bati kontra, han, bota eta bire «grenades» horietarik. Zazpi aleman aurthiktizen dilu lotsorrat.	[92, 1687, 360, 1779]
paragraph: Errana egin. Jaun apezpikuari nigarrak jausten zaizkon begietarik. Hitz hauekin utzi zuen soldado gaizoa :	[92, 773, 360, 818]
paragraph: Aleta behar niz chuchentu; 50 ourthe hountan, hori hitzemaiten dut nihauri ata bester. Ez ohe duta nozpait ene hitza etchekiren?	[669, 1316, 937, 1362]
paragraph: En application de l'article 7 de la loi du 20 février 1917, le sous-secrétaire d'Etat au service de santé vient d'adresser aux commandants en chef des armées une circulaire relative à l'affectation aux armées combattantes des ecclésiastiques recensés sous le régime de la loi du 15 juillet 1889.	[1247, 296, 1524, 389]
column-3	[669, 94, 937, 2239]
paragraph: Eta soldadoak orduan, irri on batekin, kartsuki musu emaiten dio apezpikuaren eskuari.	[92, 692, 360, 722]
article-heading: GERLA eta GERLA ONDO	[435, 1798, 595, 1812]
ornament-divider: ✦ ⁂ ✦ ⁂ ✦	[1059, 598, 1125, 609]
cell: 9.750 »	[1389, 980, 1453, 995]
cell: 47.500 »	[1453, 995, 1516, 1010]
paragraph: Société Générale horietako eskudunak elgarretaratu dire urthe guziez ohi duten bezala, joan den Martchoaren 29an. Ongi kontutaraturik Société Générale-ko ohartzaileak, aintzindariek agertu kondu eta chedeak oro, bai eta « actions » bakotcharentzat pagatuko duten hamar libera.	[381, 1004, 649, 1097]
paragraph: Sartu da behin eritegi batean. Lehen ehenat hurbiltzearekin, horra nun ohartzen den ohe hartan etzanik dagon eria, aintzindari gazte bat, itsuski minhartua, jarri nahiz ari dela agur behar den bezala erraiteko.	[92, 595, 360, 672]
paragraph: Asteartean, Baionako botikario batzuek ikhertu dituzte arthaurkan han hemenka hartu zutheli liranja dotzena. Ez baitute, behin bederen, deus pozoinik aurkhitu Eta deus berriagorik ez.	[381, 655, 649, 716]
bonds-title: BONS de la DEFENSE NATIONALE	[1287, 828, 1484, 872]
cell: 10.000	[1255, 980, 1325, 995]
cell: 500	[1255, 949, 1325, 965]
advert-line: TIMBRES-PRIMES de l'Union Bayonnaise et Régionale à réclamer dans toutes les Epiceries.	[1247, 1221, 1506, 1247]
paragraph: Bordeletik ihesi joanak, Bidarraino heldu zirenak ba hautik !	[381, 1558, 649, 1587]
paragraph: Le premier résultat est obtenu par l'application des lois et règlements établis à cet effet.	[958, 829, 1226, 859]
cell: 9.500 »	[1453, 980, 1516, 995]
market-line: Arroltze dotzena hogoi-ta hamasei sos.	[394, 879, 584, 893]
paragraph: En conséquence, tout auxiliaire doit être titulaire d'un emploi bien défini.	[958, 1070, 1226, 1100]
railway-line: Montauban à Bédarieux;	[683, 1529, 803, 1543]
mondran-name: J. MONDRAN	[1271, 1616, 1500, 1655]
